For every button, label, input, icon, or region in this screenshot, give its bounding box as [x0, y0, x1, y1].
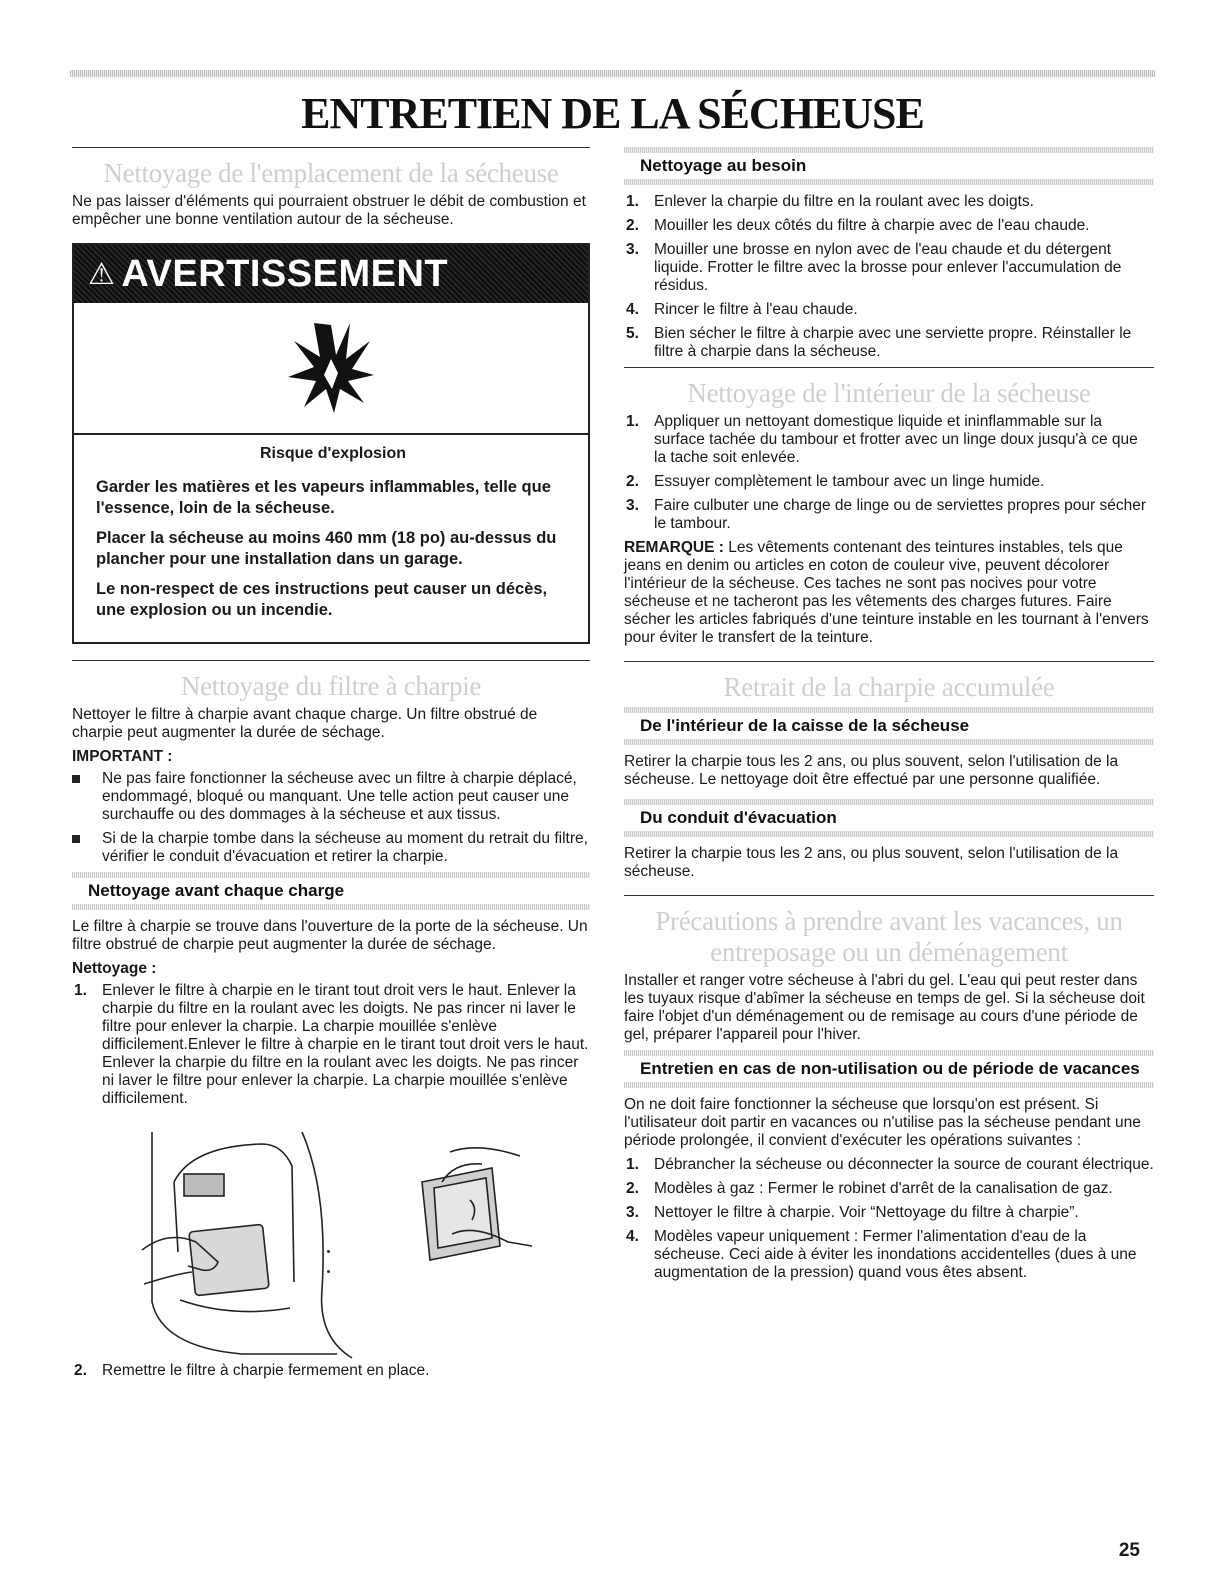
precautions-heading-line: entreposage ou un déménagement — [710, 937, 1068, 967]
step-text: Enlever le filtre à charpie en le tirant tout droit vers le haut. Enlever la charpie du filtre en la roulant avec les doigts. Ne pas rincer ni laver le filtre pour enlever la charpie. La charpie mouillée s'enlève difficilement.Enlever le filtre à charpie en le tirant tout droit vers le haut. Enlever la charpie du filtre en la roulant avec les doigts. Ne pas rincer ni laver le filtre pour enlever la charpie. La charpie mouillée s'enlève difficilement. — [102, 982, 589, 1107]
list-item — [624, 1204, 1154, 1222]
warning-label: AVERTISSEMENT — [121, 252, 449, 295]
step-text: Enlever la charpie du filtre en la roulant avec les doigts. — [654, 193, 1034, 210]
section-heading-filtre: Nettoyage du filtre à charpie — [180, 671, 482, 701]
list-item — [624, 497, 1154, 533]
bullet-square-icon — [72, 775, 80, 783]
section-rule — [72, 660, 590, 661]
interieur-steps — [624, 413, 1154, 533]
dot-marker — [327, 1250, 330, 1253]
left-column — [72, 147, 590, 1386]
conduit-text: Retirer la charpie tous les 2 ans, ou plus souvent, selon l'utilisation de la sécheuse. — [624, 845, 1119, 880]
section-heading-emplacement: Nettoyage de l'emplacement de la sécheuse — [103, 158, 559, 188]
subheading-besoin: Nettoyage au besoin — [640, 156, 807, 175]
step-text: Appliquer un nettoyant domestique liquide et ininflammable sur la surface tachée du tambour et frotter avec un linge doux jusqu'à ce que la tache soit enlevée. — [654, 413, 1138, 466]
subsection-band — [624, 831, 1154, 837]
cleaning-steps-continued — [72, 1362, 590, 1380]
list-item-text: Si de la charpie tombe dans la sécheuse au moment du retrait du filtre, vérifier le conduit d'évacuation et retirer la charpie. — [102, 830, 588, 865]
cleaning-label: Nettoyage : — [72, 960, 157, 977]
remarque-paragraph — [624, 539, 1154, 647]
remarque-text: Les vêtements contenant des teintures instables, tels que jeans en denim ou articles en coton de couleur vive, peuvent décolorer l'intérieur de la sécheuse. Ces taches ne sont pas nocives pour votre sécheuse et ne tacheront pas les vêtements des charges futures. Faire sécher les articles fabriqués d'une teinture instable en les tournant à l'envers pour éviter le transfert de la teinture. — [624, 539, 1149, 646]
list-item — [624, 413, 1154, 467]
step-text: Essuyer complètement le tambour avec un linge humide. — [654, 473, 1045, 490]
list-item-text: Ne pas faire fonctionner la sécheuse avec un filtre à charpie déplacé, endommagé, bloqué ou manquant. Une telle action peut causer une surchauffe ou des dommages à la sécheuse et aux tissus. — [102, 770, 577, 823]
list-item — [624, 193, 1154, 211]
list-item — [624, 1156, 1154, 1174]
list-item — [72, 770, 590, 824]
step-number: 5. — [626, 325, 639, 342]
step-text: Faire culbuter une charge de linge ou de serviettes propres pour sécher le tambour. — [654, 497, 1146, 532]
page-title: ENTRETIEN DE LA SÉCHEUSE — [301, 89, 924, 138]
step-text: Débrancher la sécheuse ou déconnecter la source de courant électrique. — [654, 1156, 1154, 1173]
step-number: 2. — [626, 1180, 639, 1197]
step-number: 3. — [626, 241, 639, 258]
subsection-band — [72, 904, 590, 910]
list-item — [624, 217, 1154, 235]
step-number: 2. — [626, 217, 639, 234]
top-decorative-rule — [70, 70, 1155, 77]
step-number: 1. — [74, 982, 87, 999]
list-item — [624, 473, 1154, 491]
step-text: Mouiller les deux côtés du filtre à charpie avec de l'eau chaude. — [654, 217, 1090, 234]
subheading-caisse: De l'intérieur de la caisse de la sécheuse — [640, 716, 970, 735]
warning-box — [72, 243, 590, 644]
page-number: 25 — [1118, 1540, 1140, 1561]
section-rule — [624, 661, 1154, 662]
subheading-avant-charge: Nettoyage avant chaque charge — [88, 881, 345, 900]
bullet-square-icon — [72, 835, 80, 843]
cleaning-steps — [72, 982, 590, 1108]
step-text: Remettre le filtre à charpie fermement en place. — [102, 1362, 430, 1379]
step-text: Modèles à gaz : Fermer le robinet d'arrêt de la canalisation de gaz. — [654, 1180, 1113, 1197]
step-text: Bien sécher le filtre à charpie avec une serviette propre. Réinstaller le filtre à charpie dans la sécheuse. — [654, 325, 1132, 360]
step-number: 2. — [74, 1362, 87, 1379]
section-heading-precautions — [624, 906, 1154, 968]
step-number: 3. — [626, 1204, 639, 1221]
important-list — [72, 770, 590, 866]
list-item — [72, 982, 590, 1108]
list-item — [624, 301, 1154, 319]
list-item — [624, 241, 1154, 295]
caisse-text: Retirer la charpie tous les 2 ans, ou plus souvent, selon l'utilisation de la sécheuse. Le nettoyage doit être effectué par une personne qualifiée. — [624, 753, 1119, 788]
list-item — [624, 1228, 1154, 1282]
list-item — [624, 325, 1154, 361]
list-item — [72, 830, 590, 866]
subsection-band — [624, 179, 1154, 185]
vacances-steps — [624, 1156, 1154, 1282]
warning-line: Placer la sécheuse au moins 460 mm (18 po) au-dessus du plancher pour une installation dans un garage. — [96, 529, 557, 568]
subsection-band — [624, 739, 1154, 745]
list-item — [72, 1362, 590, 1380]
subsection-band — [624, 1082, 1154, 1088]
step-number: 2. — [626, 473, 639, 490]
dryer-door-illustration — [122, 1122, 372, 1362]
step-text: Modèles vapeur uniquement : Fermer l'alimentation d'eau de la sécheuse. Ceci aide à éviter les inondations accidentelles (dues à une augmentation de la pression) quand vous êtes absent. — [654, 1228, 1137, 1281]
lint-screen-illustration — [382, 1142, 532, 1292]
subheading-conduit: Du conduit d'évacuation — [640, 808, 837, 827]
besoin-steps — [624, 193, 1154, 361]
step-number: 1. — [626, 1156, 639, 1173]
avant-charge-text: Le filtre à charpie se trouve dans l'ouverture de la porte de la sécheuse. Un filtre obstrué de charpie peut augmenter la durée de séchage. — [72, 918, 588, 953]
step-number: 1. — [626, 413, 639, 430]
lint-filter-illustration — [72, 1122, 590, 1362]
precautions-text: Installer et ranger votre sécheuse à l'abri du gel. L'eau qui peut rester dans les tuyaux risque d'abîmer la sécheuse en temps de gel. Si la sécheuse doit faire l'objet d'un déménagement ou de remisage au cours d'une période de gel, préparer l'appareil pour l'hiver. — [624, 972, 1145, 1043]
step-number: 4. — [626, 1228, 639, 1245]
warning-symbol-area — [74, 303, 588, 435]
section-heading-retrait: Retrait de la charpie accumulée — [723, 672, 1055, 702]
filtre-text: Nettoyer le filtre à charpie avant chaque charge. Un filtre obstrué de charpie peut augmenter la durée de séchage. — [72, 706, 538, 741]
step-text: Rincer le filtre à l'eau chaude. — [654, 301, 858, 318]
section-rule — [624, 895, 1154, 896]
right-column — [624, 147, 1154, 1288]
vacances-text: On ne doit faire fonctionner la sécheuse que lorsqu'on est présent. Si l'utilisateur doit partir en vacances ou n'utilise pas la sécheuse pendant une période prolongée, il convient d'exécuter les opérations suivantes : — [624, 1096, 1141, 1149]
warning-triangle-icon: ⚠ — [88, 257, 116, 291]
subheading-vacances: Entretien en cas de non-utilisation ou de période de vacances — [640, 1059, 1140, 1078]
step-text: Nettoyer le filtre à charpie. Voir “Nettoyage du filtre à charpie”. — [654, 1204, 1079, 1221]
section-heading-interieur: Nettoyage de l'intérieur de la sécheuse — [687, 378, 1091, 408]
step-text: Mouiller une brosse en nylon avec de l'eau chaude et du détergent liquide. Frotter le filtre avec la brosse pour enlever l'accumulation de résidus. — [654, 241, 1122, 294]
important-label: IMPORTANT : — [72, 748, 173, 765]
step-number: 1. — [626, 193, 639, 210]
remarque-label: REMARQUE : — [624, 539, 724, 556]
dot-marker — [327, 1270, 330, 1273]
step-number: 3. — [626, 497, 639, 514]
section-rule — [72, 147, 590, 148]
list-item — [624, 1180, 1154, 1198]
warning-body — [74, 435, 588, 642]
warning-header — [74, 245, 588, 303]
step-number: 4. — [626, 301, 639, 318]
section-rule — [624, 367, 1154, 368]
warning-risk: Risque d'explosion — [259, 445, 407, 462]
emplacement-text: Ne pas laisser d'éléments qui pourraient obstruer le débit de combustion et empêcher une bonne ventilation autour de la sécheuse. — [72, 193, 586, 228]
warning-line: Garder les matières et les vapeurs inflammables, telle que l'essence, loin de la sécheuse. — [96, 478, 551, 517]
precautions-heading-line: Précautions à prendre avant les vacances, un — [655, 906, 1123, 936]
explosion-icon — [286, 319, 376, 415]
warning-line: Le non-respect de ces instructions peut causer un décès, une explosion ou un incendie. — [96, 580, 548, 619]
